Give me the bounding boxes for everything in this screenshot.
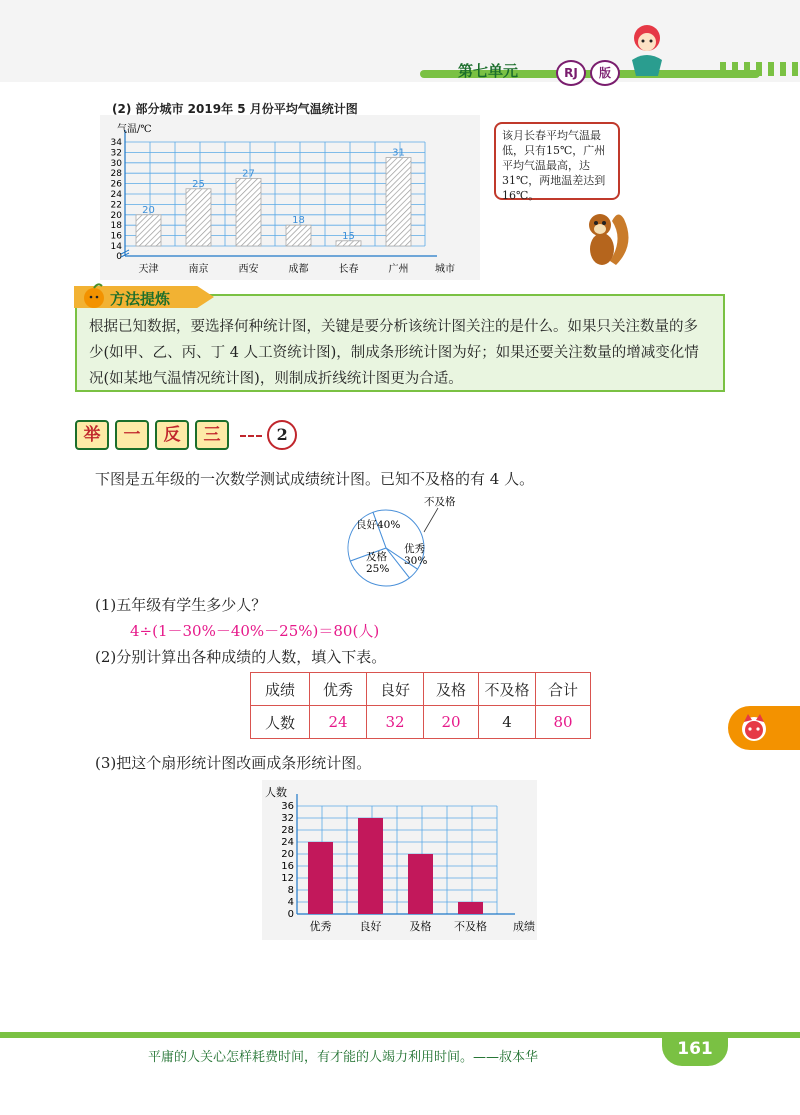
y-tick-label: 32 bbox=[110, 148, 122, 159]
method-label: 方法提炼 bbox=[110, 290, 171, 308]
footer-quote: 平庸的人关心怎样耗费时间，有才能的人竭力利用时间。——叔本华 bbox=[148, 1050, 539, 1065]
table-cell: 优秀 bbox=[310, 673, 367, 706]
x-tick-label: 优秀 bbox=[309, 920, 332, 933]
question-2: (2)分别计算出各种成绩的人数，填入下表。 bbox=[95, 648, 387, 666]
score-table bbox=[250, 672, 591, 739]
y-tick-label: 22 bbox=[110, 200, 122, 211]
question-3: (3)把这个扇形统计图改画成条形统计图。 bbox=[95, 754, 372, 772]
practice-char: 三 bbox=[195, 420, 229, 450]
table-row bbox=[251, 706, 591, 739]
bar bbox=[236, 178, 261, 246]
y-tick-label: 30 bbox=[110, 158, 122, 169]
data-label: 25 bbox=[192, 178, 205, 190]
bar bbox=[286, 225, 311, 246]
x-tick-label: 良好 bbox=[359, 920, 382, 933]
y-tick-label: 18 bbox=[110, 221, 122, 232]
y-tick-label: 4 bbox=[287, 897, 294, 908]
temperature-bar-chart bbox=[100, 115, 480, 280]
pie-label: 25% bbox=[366, 563, 390, 575]
x-tick-label: 南京 bbox=[188, 264, 209, 275]
method-box: 根据已知数据，要选择何种统计图，关键是要分析该统计图关注的是什么。如果只关注数量的多少(如甲、乙、丙、丁 4 人工资统计图)，制成条形统计图为好；如果还要关注数量的增减变化情况(如某地气温情况统计图)，则制成折线统计图更为合适。 bbox=[75, 294, 725, 392]
unit-title: 第七单元 bbox=[458, 62, 519, 80]
data-label: 27 bbox=[242, 168, 255, 180]
y-tick-label: 26 bbox=[110, 179, 122, 190]
table-cell: 20 bbox=[424, 706, 479, 739]
table-cell: 不及格 bbox=[479, 673, 536, 706]
y-tick-label: 28 bbox=[281, 825, 294, 836]
rj-badge: RJ bbox=[556, 60, 586, 86]
data-label: 18 bbox=[292, 215, 305, 227]
bar bbox=[408, 854, 433, 914]
table-cell: 成绩 bbox=[251, 673, 310, 706]
y-tick-label: 16 bbox=[110, 231, 122, 242]
table-cell: 良好 bbox=[367, 673, 424, 706]
x-axis-label: 成绩 bbox=[513, 920, 535, 933]
chart1-title: (2) 部分城市 2019年 5 月份平均气温统计图 bbox=[112, 102, 358, 116]
page-number: 161 bbox=[662, 1034, 728, 1066]
y-tick-label: 36 bbox=[281, 801, 294, 812]
pie-leader bbox=[424, 508, 438, 532]
y-tick-label: 8 bbox=[287, 885, 294, 896]
y-tick-label: 14 bbox=[110, 242, 122, 252]
score-pie-chart bbox=[338, 492, 468, 588]
table-cell: 24 bbox=[310, 706, 367, 739]
x-tick-label: 西安 bbox=[238, 264, 259, 275]
data-label: 31 bbox=[392, 147, 405, 159]
x-axis-label: 城市 bbox=[435, 264, 455, 275]
practice-number: 2 bbox=[267, 420, 297, 450]
y-tick-label: 16 bbox=[281, 861, 294, 872]
edition-badge: 版 bbox=[590, 60, 620, 86]
y-tick-label: 20 bbox=[281, 849, 294, 860]
speech-bubble: 该月长春平均气温最低，只有15℃，广州平均气温最高，达31℃，两地温差达到16℃。 bbox=[494, 122, 620, 200]
y-tick-label: 20 bbox=[110, 210, 122, 221]
bar bbox=[136, 215, 161, 246]
y-tick-label: 32 bbox=[281, 813, 294, 824]
pie-label: 良好40% bbox=[356, 519, 401, 531]
practice-char: 反 bbox=[155, 420, 189, 450]
y-axis-label: 气温/℃ bbox=[117, 124, 152, 135]
table-cell: 80 bbox=[536, 706, 591, 739]
practice-dash bbox=[240, 435, 262, 437]
pie-label: 优秀 bbox=[404, 543, 425, 555]
table-cell: 合计 bbox=[536, 673, 591, 706]
answer-1: 4÷(1－30%－40%－25%)＝80(人) bbox=[130, 622, 380, 640]
squirrel-icon bbox=[580, 205, 636, 271]
y-tick-label: 24 bbox=[281, 837, 294, 848]
y-tick-label: 24 bbox=[110, 190, 122, 200]
x-tick-label: 及格 bbox=[409, 920, 432, 933]
y-tick-label: 12 bbox=[281, 873, 294, 884]
pie-label: 及格 bbox=[366, 551, 387, 563]
bar bbox=[186, 189, 211, 246]
table-cell: 及格 bbox=[424, 673, 479, 706]
table-cell: 32 bbox=[367, 706, 424, 739]
bar bbox=[358, 818, 383, 914]
x-tick-label: 天津 bbox=[138, 264, 159, 275]
question-1: (1)五年级有学生多少人？ bbox=[95, 596, 267, 614]
y-tick-label: 0 bbox=[116, 252, 122, 262]
data-label: 20 bbox=[142, 204, 155, 216]
x-tick-label: 成都 bbox=[288, 264, 309, 275]
x-tick-label: 长春 bbox=[338, 264, 359, 275]
data-label: 15 bbox=[342, 230, 355, 242]
practice-heading bbox=[75, 420, 297, 450]
practice-char: 一 bbox=[115, 420, 149, 450]
fox-mascot-icon bbox=[738, 712, 770, 744]
y-tick-label: 0 bbox=[287, 909, 294, 920]
x-tick-label: 广州 bbox=[388, 264, 409, 275]
bar bbox=[308, 842, 333, 914]
y-axis-label: 人数 bbox=[265, 786, 287, 799]
orange-mascot-icon bbox=[80, 282, 108, 310]
practice-char: 举 bbox=[75, 420, 109, 450]
pie-label: 不及格 bbox=[424, 496, 456, 508]
problem-intro: 下图是五年级的一次数学测试成绩统计图。已知不及格的有 4 人。 bbox=[95, 470, 535, 488]
bar bbox=[386, 158, 411, 246]
table-row bbox=[251, 673, 591, 706]
table-cell: 4 bbox=[479, 706, 536, 739]
header-dots bbox=[720, 62, 800, 76]
mascot-icon bbox=[622, 20, 672, 76]
score-bar-chart bbox=[262, 780, 537, 940]
y-tick-label: 34 bbox=[110, 138, 122, 148]
bar bbox=[458, 902, 483, 914]
y-tick-label: 28 bbox=[110, 169, 122, 180]
table-cell: 人数 bbox=[251, 706, 310, 739]
x-tick-label: 不及格 bbox=[454, 920, 487, 933]
pie-label: 30% bbox=[404, 555, 428, 567]
